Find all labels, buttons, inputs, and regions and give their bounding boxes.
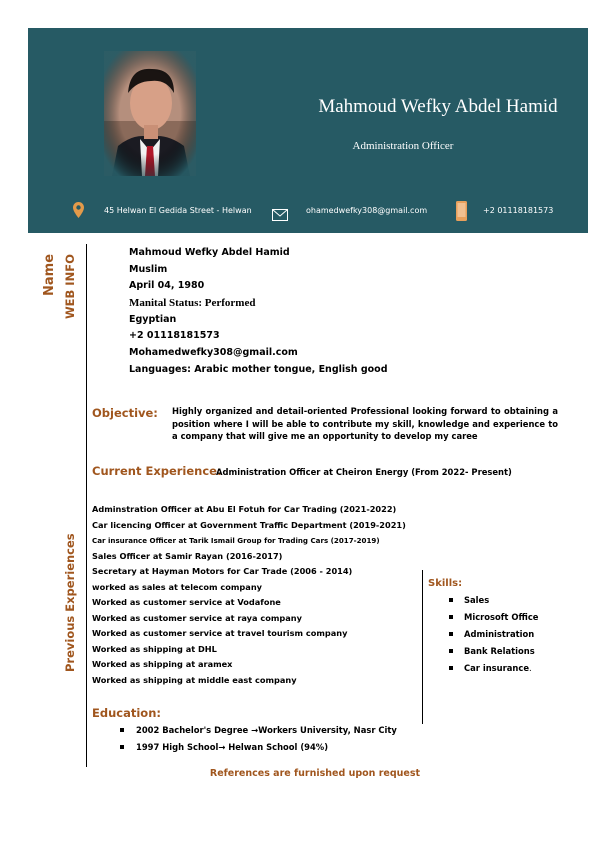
objective-heading: Objective: (92, 406, 158, 420)
experience-item: Car licencing Officer at Government Traffic Department (2019-2021) (92, 519, 406, 530)
experience-item: Worked as customer service at Vodafone (92, 597, 281, 607)
side-label-web-info: WEB INFO (63, 254, 77, 319)
education-item: 2002 Bachelor's Degree →Workers University, Nasr City (108, 722, 397, 739)
skills-section (428, 578, 538, 677)
info-religion: Muslim (129, 263, 168, 275)
experience-item: Car insurance Officer at Tarik Ismail Group for Trading Cars (2017-2019) (92, 536, 380, 545)
info-nationality: Egyptian (129, 313, 177, 325)
current-experience-text: Administration Officer at Cheiron Energy (From 2022- Present) (216, 467, 512, 477)
info-birthdate: April 04, 1980 (129, 280, 205, 292)
skill-item: Administration (428, 626, 538, 643)
skills-divider (422, 570, 423, 724)
experience-item: Worked as shipping at DHL (92, 643, 217, 654)
objective-text: Highly organized and detail-oriented Professional looking forward to obtaining a position where I will be able to contribute my skill, knowledge and experience to a company that will give me an opportunity to develop my caree (172, 406, 558, 441)
experience-item: Adminstration Officer at Abu El Fotuh for Car Trading (2021-2022) (92, 504, 397, 514)
info-phone: +2 01118181573 (129, 330, 220, 342)
info-languages: Languages: Arabic mother tongue, English good (129, 363, 388, 375)
info-marital-status: Manital Status: Performed (129, 297, 256, 310)
skill-period: . (529, 663, 532, 673)
education-list (108, 722, 397, 756)
experience-item: worked as sales at telecom company (92, 581, 262, 592)
current-experience-heading: Current Experience: (92, 464, 222, 478)
education-heading: Education: (92, 706, 161, 720)
skill-item (428, 660, 538, 677)
experience-item: Sales Officer at Samir Rayan (2016-2017) (92, 550, 283, 561)
info-email: Mohamedwefky308@gmail.com (129, 347, 298, 359)
phone-text: +2 01118181573 (483, 206, 554, 215)
experience-item: Worked as shipping at middle east company (92, 674, 297, 685)
experience-list (92, 502, 406, 688)
location-pin-icon (73, 202, 84, 222)
phone-icon (456, 201, 467, 225)
experience-item: Secretary at Hayman Motors for Car Trade (2006 - 2014) (92, 566, 353, 576)
experience-item: Worked as customer service at travel tourism company (92, 628, 348, 638)
vertical-divider (86, 244, 87, 767)
personal-info (129, 245, 388, 379)
skill-item: Bank Relations (428, 643, 538, 660)
envelope-icon (272, 206, 288, 225)
info-name: Mahmoud Wefky Abdel Hamid (129, 247, 290, 258)
header-name: Mahmoud Wefky Abdel Hamid (318, 96, 558, 117)
experience-item: Worked as customer service at raya company (92, 612, 302, 623)
skill-item: Microsoft Office (428, 609, 538, 626)
side-label-previous-experiences: Previous Experiences (63, 533, 77, 672)
address-text: 45 Helwan El Gedida Street - Helwan (104, 206, 252, 215)
skill-label: Car insurance (464, 663, 530, 673)
skill-item: Sales (428, 592, 538, 609)
references-note: References are furnished upon request (209, 768, 421, 779)
profile-photo (104, 51, 196, 176)
email-text: ohamedwefky308@gmail.com (306, 206, 428, 215)
side-label-name: Name (42, 253, 57, 296)
experience-item: Worked as shipping at aramex (92, 659, 233, 669)
education-item: 1997 High School→ Helwan School (94%) (108, 739, 397, 756)
skills-heading: Skills: (428, 578, 463, 589)
header-job-title: Administration Officer (352, 140, 454, 152)
